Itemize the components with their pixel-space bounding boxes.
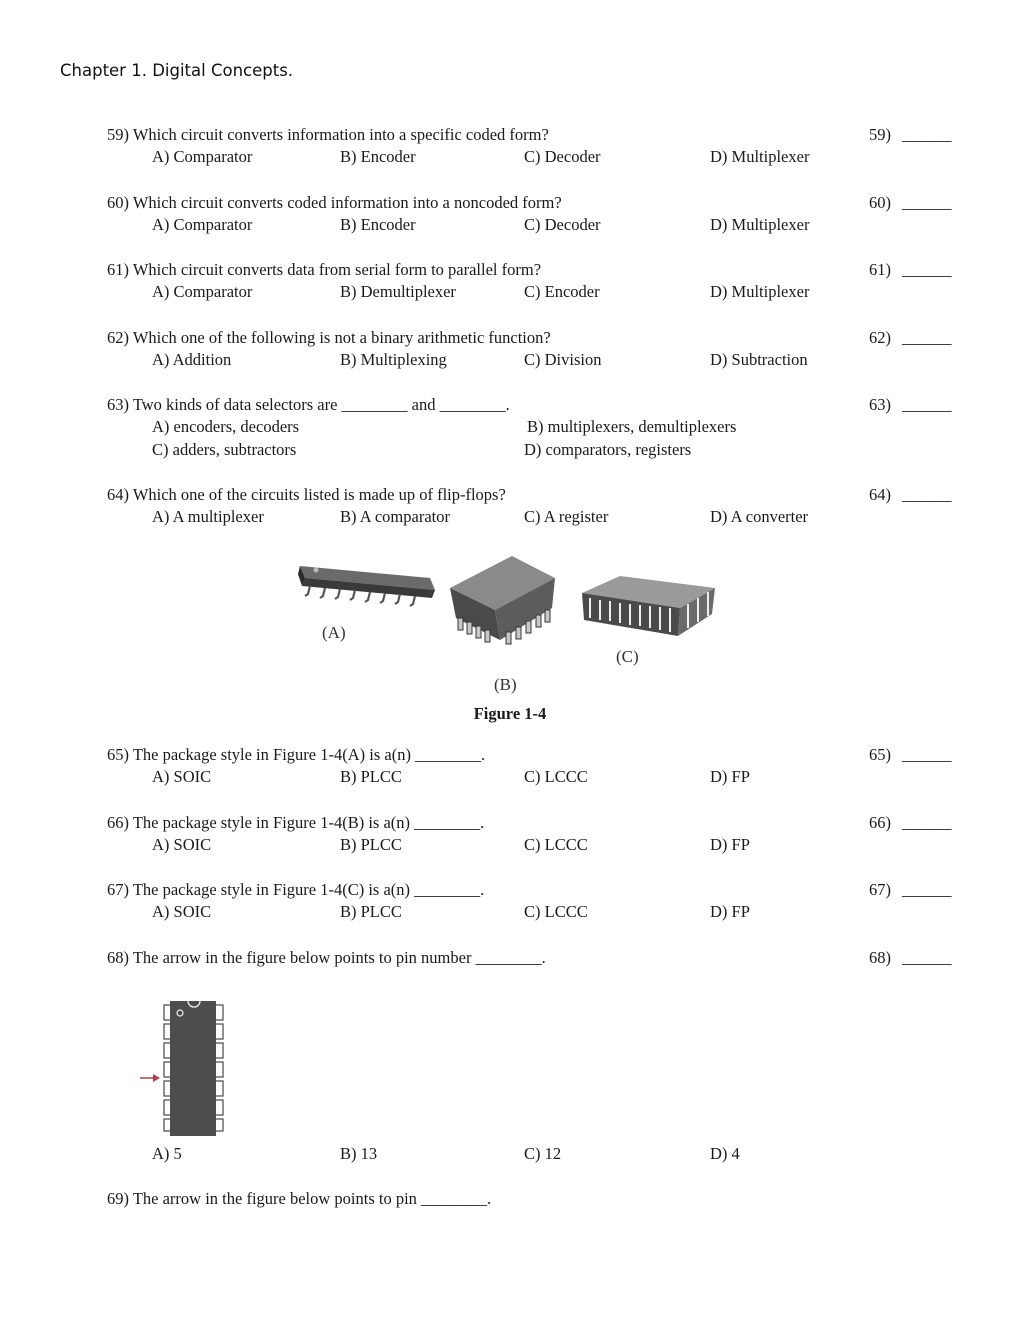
option-b: B) Demultiplexer	[340, 282, 456, 301]
option-c: C) LCCC	[524, 835, 588, 854]
figure-caption: Figure 1-4	[473, 704, 547, 723]
option-d: D) FP	[710, 767, 750, 786]
option-c: C) Encoder	[524, 282, 600, 301]
question-stem: 66) The package style in Figure 1-4(B) is a(n) ________.	[107, 813, 485, 832]
option-a: A) 5	[152, 1144, 182, 1163]
answer-blank[interactable]: ______	[902, 395, 952, 414]
option-d: D) Multiplexer	[710, 215, 810, 234]
answer-blank[interactable]: ______	[902, 328, 952, 347]
question-stem: 61) Which circuit converts data from serial form to parallel form?	[107, 260, 542, 279]
option-a: A) SOIC	[152, 902, 212, 921]
question-61	[107, 259, 952, 303]
answer-blank[interactable]: ______	[902, 125, 952, 144]
answer-number: 66)	[869, 813, 891, 832]
question-69	[107, 1188, 952, 1210]
option-a: A) Addition	[152, 350, 232, 369]
chip-body	[170, 1001, 216, 1136]
option-b: B) Multiplexing	[340, 350, 447, 369]
answer-number: 64)	[869, 485, 891, 504]
question-stem: 62) Which one of the following is not a binary arithmetic function?	[107, 328, 551, 347]
question-stem: 60) Which circuit converts coded information into a noncoded form?	[107, 193, 562, 212]
dip-chip-figure	[138, 998, 230, 1140]
option-c: C) A register	[524, 507, 609, 526]
option-d: D) Multiplexer	[710, 282, 810, 301]
figure-1-4-packages	[290, 548, 735, 703]
question-67	[107, 879, 952, 923]
option-b: B) Encoder	[340, 215, 416, 234]
soic-package	[298, 566, 435, 606]
answer-number: 60)	[869, 193, 891, 212]
arrow-icon	[140, 1074, 160, 1082]
question-63	[107, 394, 952, 461]
option-c: C) 12	[524, 1144, 562, 1163]
option-a: A) SOIC	[152, 767, 212, 786]
option-c: C) LCCC	[524, 902, 588, 921]
question-68	[107, 947, 952, 969]
option-d: D) Subtraction	[710, 350, 808, 369]
answer-blank[interactable]: ______	[902, 260, 952, 279]
option-b: B) PLCC	[340, 767, 402, 786]
question-stem: 65) The package style in Figure 1-4(A) is a(n) ________.	[107, 745, 486, 764]
option-c: C) LCCC	[524, 767, 588, 786]
option-c: C) Decoder	[524, 215, 601, 234]
option-b: B) Encoder	[340, 147, 416, 166]
question-62	[107, 327, 952, 371]
option-a: A) A multiplexer	[152, 507, 264, 526]
question-stem: 67) The package style in Figure 1-4(C) is a(n) ________.	[107, 880, 485, 899]
lccc-package	[582, 576, 715, 636]
option-c: C) adders, subtractors	[152, 440, 297, 459]
option-d: D) FP	[710, 902, 750, 921]
option-a: A) Comparator	[152, 282, 253, 301]
answer-number: 65)	[869, 745, 891, 764]
option-b: B) A comparator	[340, 507, 450, 526]
question-60	[107, 192, 952, 236]
option-c: C) Division	[524, 350, 602, 369]
option-b: B) multiplexers, demultiplexers	[527, 417, 737, 436]
option-c: C) Decoder	[524, 147, 601, 166]
answer-blank[interactable]: ______	[902, 880, 952, 899]
answer-number: 59)	[869, 125, 891, 144]
option-d: D) 4	[710, 1144, 740, 1163]
answer-number: 63)	[869, 395, 891, 414]
answer-blank[interactable]: ______	[902, 813, 952, 832]
question-stem: 69) The arrow in the figure below points to pin ________.	[107, 1189, 492, 1208]
figure-label-a: (A)	[322, 623, 346, 642]
option-d: D) A converter	[710, 507, 809, 526]
answer-number: 62)	[869, 328, 891, 347]
plcc-package	[450, 556, 555, 644]
question-64	[107, 484, 952, 528]
answer-number: 68)	[869, 948, 891, 967]
option-b: B) PLCC	[340, 902, 402, 921]
option-d: D) FP	[710, 835, 750, 854]
answer-number: 67)	[869, 880, 891, 899]
figure-label-c: (C)	[616, 647, 639, 666]
question-68-options	[107, 1143, 952, 1165]
option-a: A) Comparator	[152, 147, 253, 166]
page-header: Chapter 1. Digital Concepts.	[60, 61, 294, 80]
answer-blank[interactable]: ______	[902, 948, 952, 967]
question-59	[107, 124, 952, 168]
option-a: A) Comparator	[152, 215, 253, 234]
question-stem: 63) Two kinds of data selectors are ________ and ________.	[107, 395, 510, 414]
option-a: A) SOIC	[152, 835, 212, 854]
option-d: D) Multiplexer	[710, 147, 810, 166]
option-d: D) comparators, registers	[524, 440, 692, 459]
figure-label-b: (B)	[494, 675, 517, 694]
option-b: B) 13	[340, 1144, 378, 1163]
option-b: B) PLCC	[340, 835, 402, 854]
answer-blank[interactable]: ______	[902, 745, 952, 764]
question-stem: 68) The arrow in the figure below points to pin number ________.	[107, 948, 546, 967]
question-66	[107, 812, 952, 856]
answer-blank[interactable]: ______	[902, 193, 952, 212]
answer-number: 61)	[869, 260, 891, 279]
option-a: A) encoders, decoders	[152, 417, 300, 436]
question-stem: 59) Which circuit converts information into a specific coded form?	[107, 125, 549, 144]
question-stem: 64) Which one of the circuits listed is made up of flip-flops?	[107, 485, 506, 504]
question-65	[107, 744, 952, 788]
answer-blank[interactable]: ______	[902, 485, 952, 504]
